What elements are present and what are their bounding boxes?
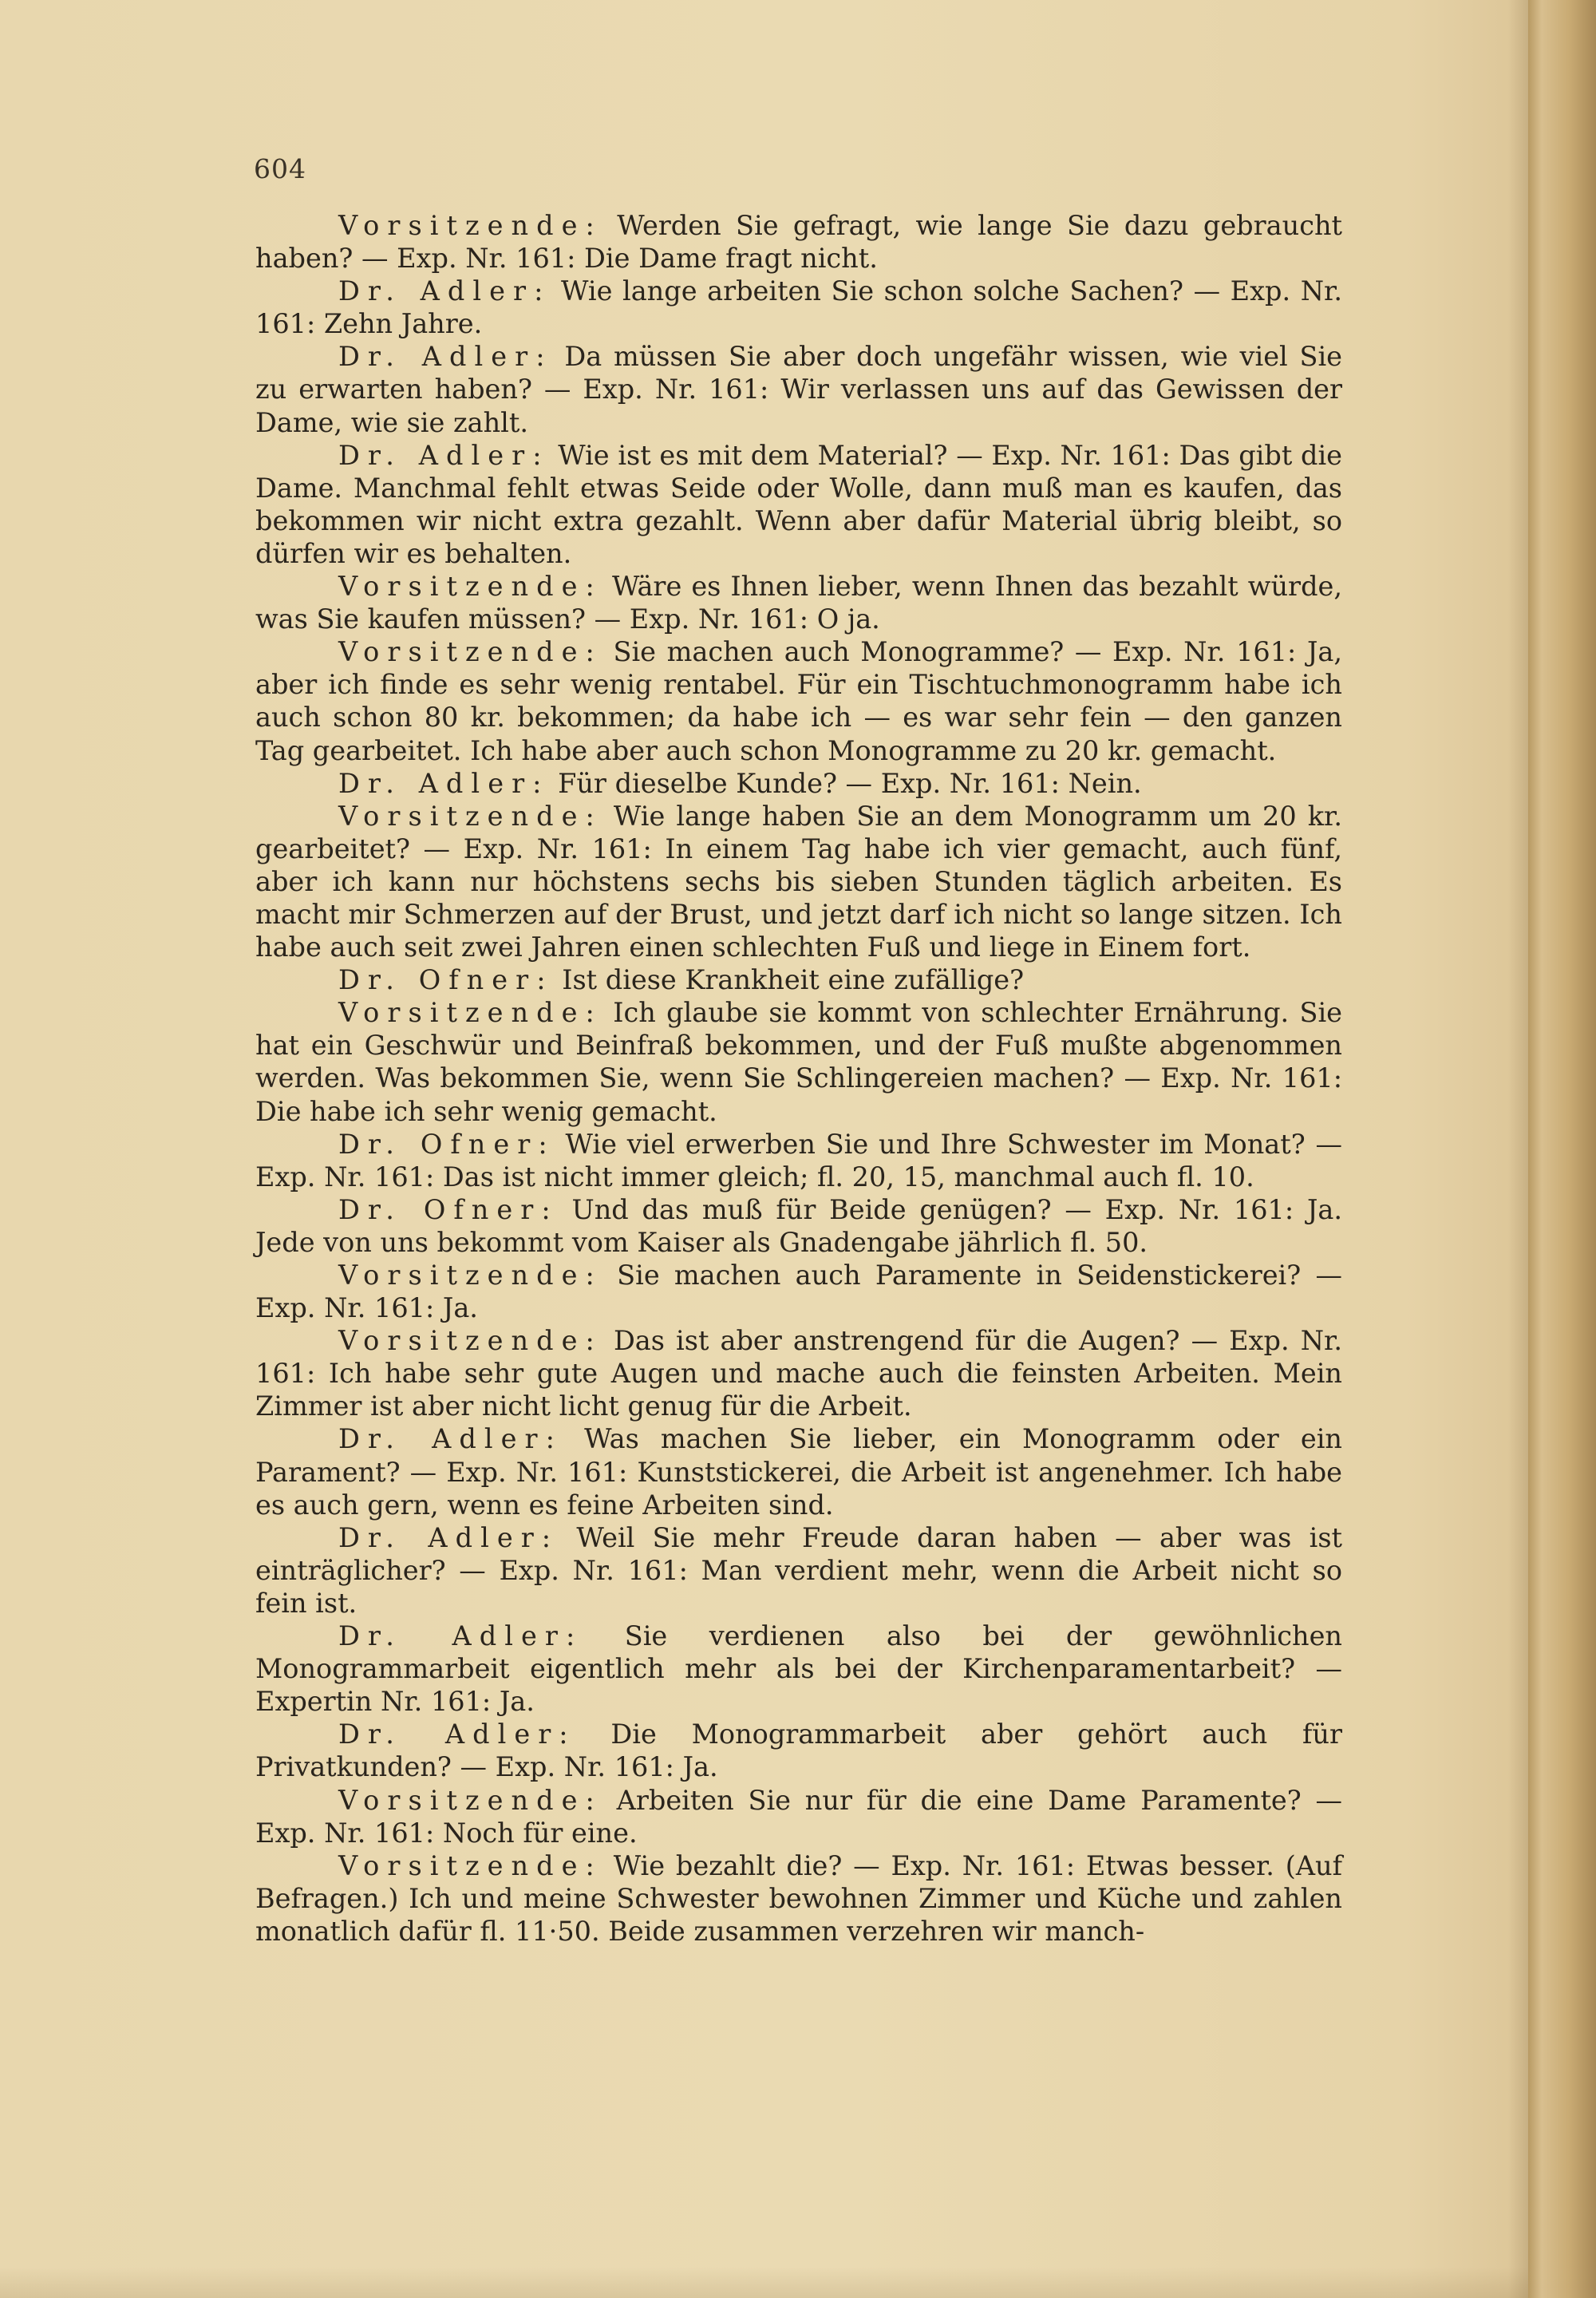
speaker-name: Dr. Adler: xyxy=(338,1620,583,1652)
speaker-name: Vorsitzende: xyxy=(338,800,602,832)
paragraph xyxy=(255,439,1342,570)
paragraph xyxy=(255,275,1342,340)
paragraph xyxy=(255,963,1342,996)
book-spine xyxy=(1528,0,1596,2298)
speaker-name: Dr. Ofner: xyxy=(338,964,554,996)
paragraph-text: Sie machen auch Paramente in Seidenstickerei? — Exp. Nr. 161: Ja. xyxy=(255,1260,1342,1324)
paragraph xyxy=(255,209,1342,275)
paragraph-text: Die Monogrammarbeit aber gehört auch für Privatkunden? — Exp. Nr. 161: Ja. xyxy=(255,1719,1343,1783)
speaker-name: Dr. Adler: xyxy=(338,439,550,471)
paragraph-text: Wäre es Ihnen lieber, wenn Ihnen das bezahlt würde, was Sie kaufen müssen? — Exp. Nr. 161: O ja. xyxy=(255,571,1342,635)
paragraph xyxy=(255,1193,1342,1259)
page-bottom-edge xyxy=(0,2267,1528,2298)
paragraph xyxy=(255,1422,1342,1521)
paragraph xyxy=(255,1324,1342,1422)
paragraph-text: Ich glaube sie kommt von schlechter Ernährung. Sie hat ein Geschwür und Beinfraß bekommen, und der Fuß mußte abgenommen werden. Was bekommen Sie, wenn Sie Schlingereien machen? — Exp. Nr. 161: Die habe ich sehr wenig gemacht. xyxy=(255,997,1342,1127)
paragraph xyxy=(255,800,1342,963)
paragraph-text: Weil Sie mehr Freude daran haben — aber was ist einträglicher? — Exp. Nr. 161: Man verdient mehr, wenn die Arbeit nicht so fein ist. xyxy=(255,1521,1343,1619)
paragraph-text: Für dieselbe Kunde? — Exp. Nr. 161: Nein. xyxy=(549,767,1142,799)
speaker-name: Dr. Adler: xyxy=(338,275,551,307)
paragraph-text: Ist diese Krankheit eine zufällige? xyxy=(553,964,1025,996)
paragraph xyxy=(255,1620,1342,1718)
paragraph xyxy=(255,996,1342,1127)
paragraph-text: Was machen Sie lieber, ein Monogramm oder ein Parament? — Exp. Nr. 161: Kunststickerei, die Arbeit ist angenehmer. Ich habe es auch gern, wenn es feine Arbeiten sind. xyxy=(255,1423,1342,1521)
paragraph xyxy=(255,1849,1342,1948)
speaker-name: Vorsitzende: xyxy=(338,1260,602,1291)
speaker-name: Dr. Adler: xyxy=(338,1423,563,1455)
speaker-name: Vorsitzende: xyxy=(338,1784,602,1816)
paragraph-text: Wie lange arbeiten Sie schon solche Sachen? — Exp. Nr. 161: Zehn Jahre. xyxy=(255,275,1342,340)
speaker-name: Vorsitzende: xyxy=(338,636,602,668)
paragraph-text: Da müssen Sie aber doch ungefähr wissen, wie viel Sie zu erwarten haben? — Exp. Nr. 161: Wir verlassen uns auf das Gewissen der Dame, wie sie zahlt. xyxy=(255,341,1342,438)
paragraph-text: Sie machen auch Monogramme? — Exp. Nr. 161: Ja, aber ich finde es sehr wenig rentabel. Für ein Tischtuchmonogramm habe ich auch schon 80 kr. bekommen; da habe ich — es war sehr fein — den ganzen Tag gearbeitet. Ich habe aber auch schon Monogramme zu 20 kr. gemacht. xyxy=(255,636,1342,766)
speaker-name: Vorsitzende: xyxy=(338,1849,602,1881)
paragraph xyxy=(255,1259,1342,1324)
body-text xyxy=(255,209,1342,1948)
paragraph-text: Arbeiten Sie nur für die eine Dame Paramente? — Exp. Nr. 161: Noch für eine. xyxy=(255,1784,1342,1849)
speaker-name: Dr. Adler: xyxy=(338,341,553,373)
paragraph-text: Werden Sie gefragt, wie lange Sie dazu gebraucht haben? — Exp. Nr. 161: Die Dame fragt nicht. xyxy=(255,210,1342,275)
paragraph-text: Wie bezahlt die? — Exp. Nr. 161: Etwas besser. (Auf Befragen.) Ich und meine Schwester bewohnen Zimmer und Küche und zahlen monatlich dafür fl. 11·50. Beide zusammen verzehren wir manch- xyxy=(255,1849,1342,1947)
speaker-name: Dr. Adler: xyxy=(338,1521,559,1553)
paragraph-text: Wie lange haben Sie an dem Monogramm um 20 kr. gearbeitet? — Exp. Nr. 161: In einem Tag habe ich vier gemacht, auch fünf, aber ich kann nur höchstens sechs bis sieben Stunden täglich arbeiten. Es macht mir Schmerzen auf der Brust, und jetzt darf ich nicht so lange sitzen. Ich habe auch seit zwei Jahren einen schlechten Fuß und liege in Einem fort. xyxy=(255,800,1342,963)
speaker-name: Dr. Ofner: xyxy=(338,1193,559,1225)
paragraph-text: Sie verdienen also bei der gewöhnlichen Monogrammarbeit eigentlich mehr als bei der Kirchenparamentarbeit? — Expertin Nr. 161: Ja. xyxy=(255,1620,1342,1718)
speaker-name: Dr. Ofner: xyxy=(338,1128,555,1160)
speaker-name: Vorsitzende: xyxy=(338,997,602,1029)
paragraph-text: Und das muß für Beide genügen? — Exp. Nr. 161: Ja. Jede von uns bekommt vom Kaiser als Gnadengabe jährlich fl. 50. xyxy=(255,1193,1342,1258)
paragraph xyxy=(255,1718,1342,1783)
paragraph xyxy=(255,1521,1342,1620)
paragraph-text: Wie ist es mit dem Material? — Exp. Nr. 161: Das gibt die Dame. Manchmal fehlt etwas Seide oder Wolle, dann muß man es kaufen, das bekommen wir nicht extra gezahlt. Wenn aber dafür Material übrig bleibt, so dürfen wir es behalten. xyxy=(255,439,1342,569)
speaker-name: Vorsitzende: xyxy=(338,210,602,241)
paragraph xyxy=(255,1784,1342,1849)
paragraph-text: Das ist aber anstrengend für die Augen? — Exp. Nr. 161: Ich habe sehr gute Augen und mache auch die feinsten Arbeiten. Mein Zimmer ist aber nicht licht genug für die Arbeit. xyxy=(255,1325,1342,1422)
paragraph xyxy=(255,635,1342,766)
paragraph-text: Wie viel erwerben Sie und Ihre Schwester im Monat? — Exp. Nr. 161: Das ist nicht immer gleich; fl. 20, 15, manchmal auch fl. 10. xyxy=(255,1128,1342,1193)
paragraph xyxy=(255,570,1342,635)
speaker-name: Vorsitzende: xyxy=(338,1325,602,1357)
page-number: 604 xyxy=(254,153,306,184)
paragraph xyxy=(255,767,1342,800)
speaker-name: Dr. Adler: xyxy=(338,1719,576,1750)
speaker-name: Dr. Adler: xyxy=(338,767,550,799)
speaker-name: Vorsitzende: xyxy=(338,571,602,603)
paragraph xyxy=(255,1128,1342,1193)
paragraph xyxy=(255,340,1342,438)
